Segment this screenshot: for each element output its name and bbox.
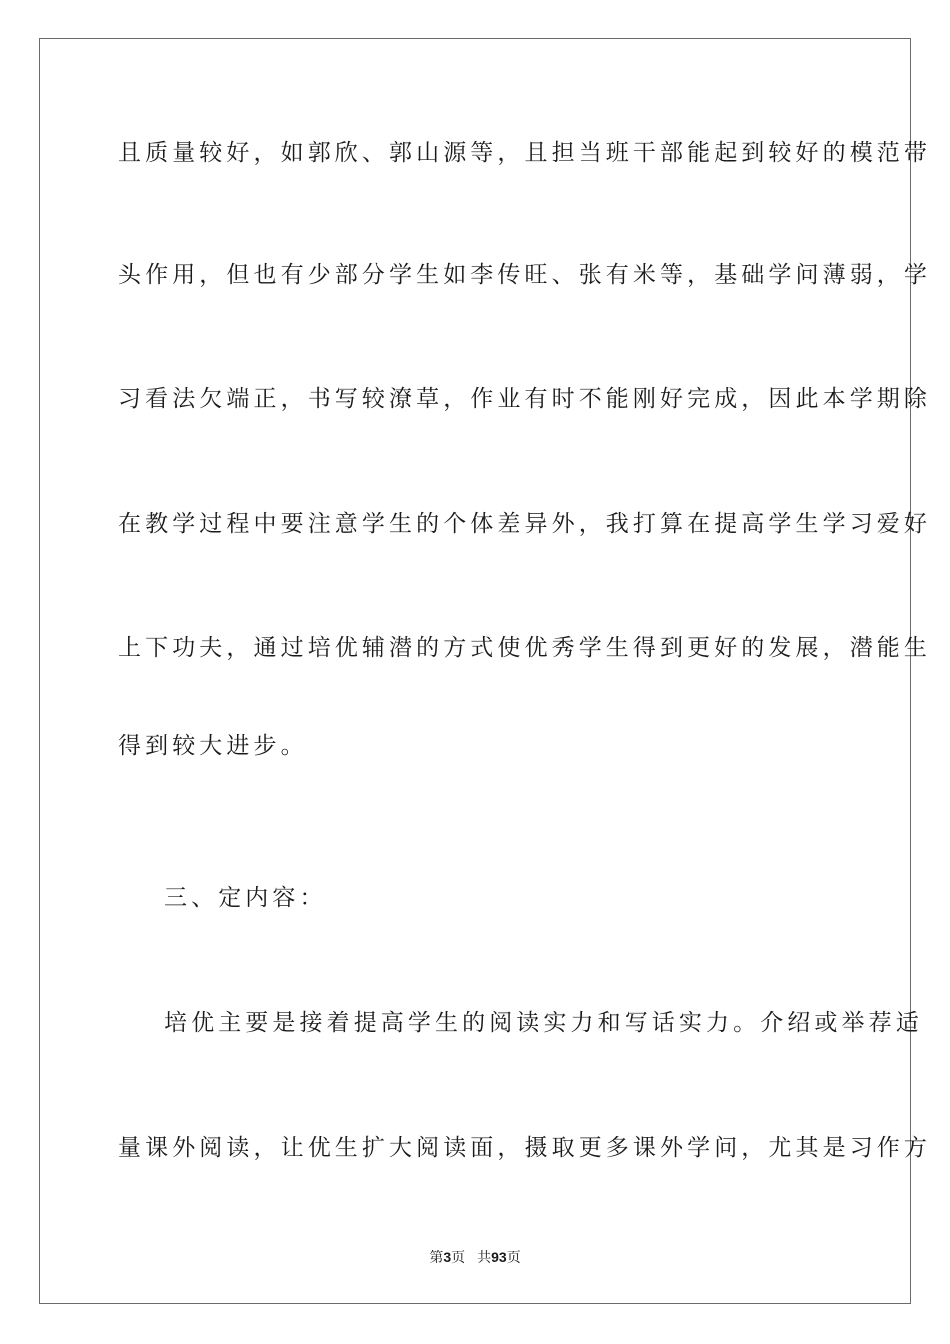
- body-text-line: 培优主要是接着提高学生的阅读实力和写话实力。介绍或举荐适: [164, 1010, 923, 1036]
- body-text-line: 在教学过程中要注意学生的个体差异外，我打算在提高学生学习爱好: [118, 511, 931, 537]
- body-text-line: 得到较大进步。: [118, 733, 308, 759]
- page-footer: [0, 1248, 950, 1267]
- total-label-suffix: 页: [506, 1250, 521, 1266]
- page-label-suffix: 页: [451, 1250, 466, 1266]
- body-text-line: 头作用，但也有少部分学生如李传旺、张有米等，基础学问薄弱，学: [118, 262, 931, 288]
- page-label-prefix: 第: [429, 1250, 444, 1266]
- page-number: 3: [443, 1249, 452, 1265]
- page-border: [39, 38, 911, 1304]
- total-label-prefix: 共: [477, 1250, 492, 1266]
- total-pages: 93: [491, 1249, 507, 1265]
- body-text-line: 量课外阅读，让优生扩大阅读面，摄取更多课外学问，尤其是习作方: [118, 1135, 931, 1161]
- body-text-line: 上下功夫，通过培优辅潜的方式使优秀学生得到更好的发展，潜能生: [118, 635, 931, 661]
- body-text-line: 且质量较好，如郭欣、郭山源等，且担当班干部能起到较好的模范带: [118, 140, 931, 166]
- section-heading: 三、定内容：: [164, 885, 327, 911]
- body-text-line: 习看法欠端正，书写较潦草，作业有时不能刚好完成，因此本学期除: [118, 386, 931, 412]
